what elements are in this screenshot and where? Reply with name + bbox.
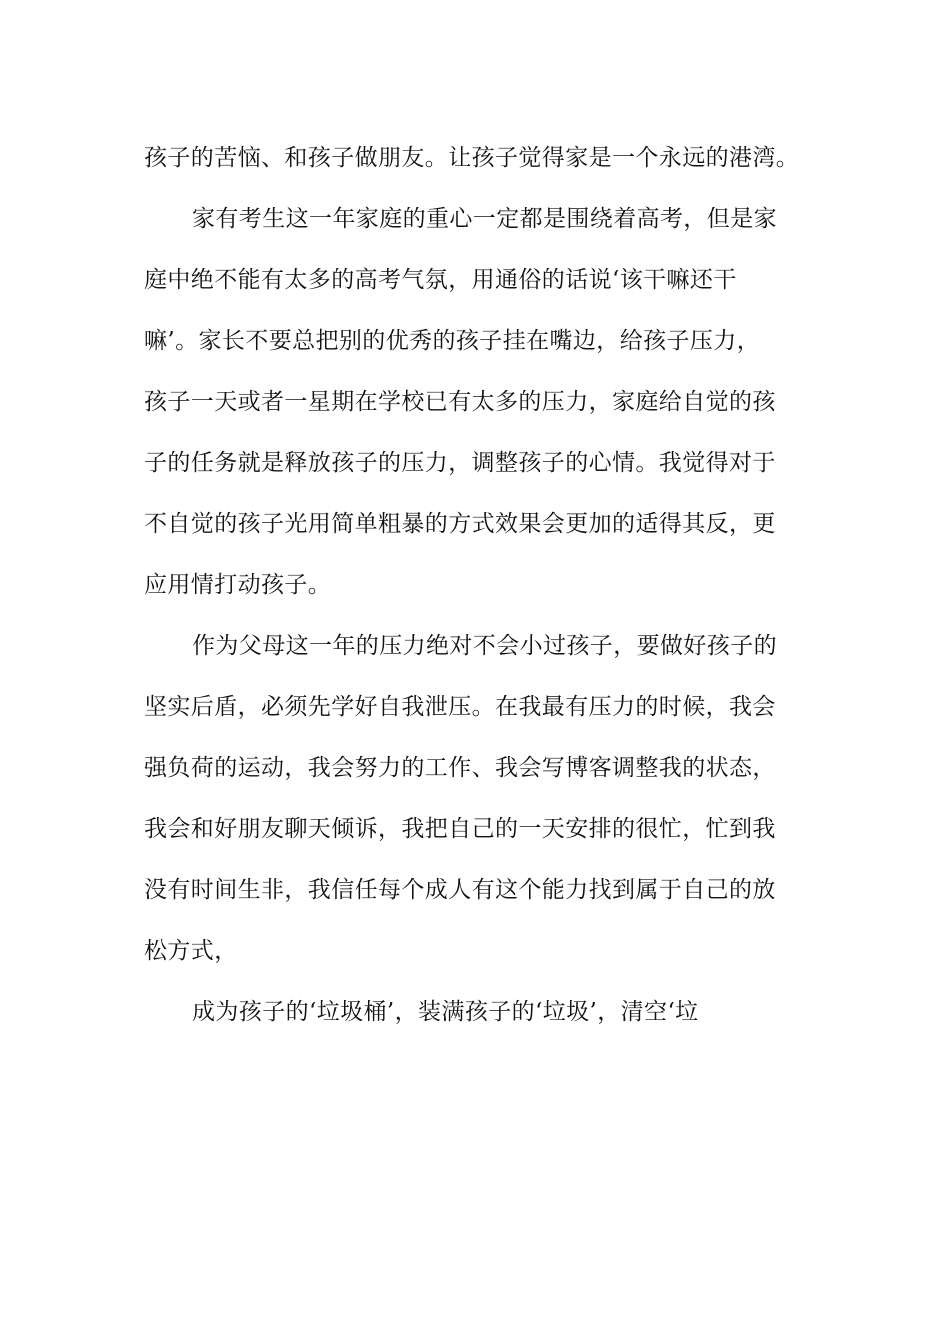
text-line: 孩子一天或者一星期在学校已有太多的压力，家庭给自觉的孩 xyxy=(144,389,776,415)
text-line: 作为父母这一年的压力绝对不会小过孩子，要做好孩子的 xyxy=(192,633,777,659)
text-line: 松方式， xyxy=(144,938,238,964)
text-line: 坚实后盾，必须先学好自我泄压。在我最有压力的时候，我会 xyxy=(144,694,776,720)
text-line: 强负荷的运动，我会努力的工作、我会写博客调整我的状态， xyxy=(144,755,776,781)
text-line: 没有时间生非，我信任每个成人有这个能力找到属于自己的放 xyxy=(144,877,776,903)
text-line: 应用情打动孩子。 xyxy=(144,572,332,598)
paragraph-2 xyxy=(144,189,804,616)
text-line: 我会和好朋友聊天倾诉，我把自己的一天安排的很忙，忙到我 xyxy=(144,816,776,842)
text-line: 孩子的苦恼、和孩子做朋友。让孩子觉得家是一个永远的港湾。 xyxy=(144,145,800,171)
text-line: 家有考生这一年家庭的重心一定都是围绕着高考，但是家 xyxy=(192,206,777,232)
text-line: 子的任务就是释放孩子的压力，调整孩子的心情。我觉得对于 xyxy=(144,450,776,476)
paragraph-4 xyxy=(144,982,804,1043)
paragraph-1 xyxy=(144,128,804,189)
document-body xyxy=(144,128,804,1043)
text-line: 成为孩子的‘垃圾桶’，装满孩子的‘垃圾’，清空‘垃 xyxy=(192,999,699,1025)
paragraph-3 xyxy=(144,616,804,982)
text-line: 嘛’。家长不要总把别的优秀的孩子挂在嘴边，给孩子压力， xyxy=(144,328,761,354)
text-line: 庭中绝不能有太多的高考气氛，用通俗的话说‘该干嘛还干 xyxy=(144,267,737,293)
text-line: 不自觉的孩子光用简单粗暴的方式效果会更加的适得其反，更 xyxy=(144,511,776,537)
